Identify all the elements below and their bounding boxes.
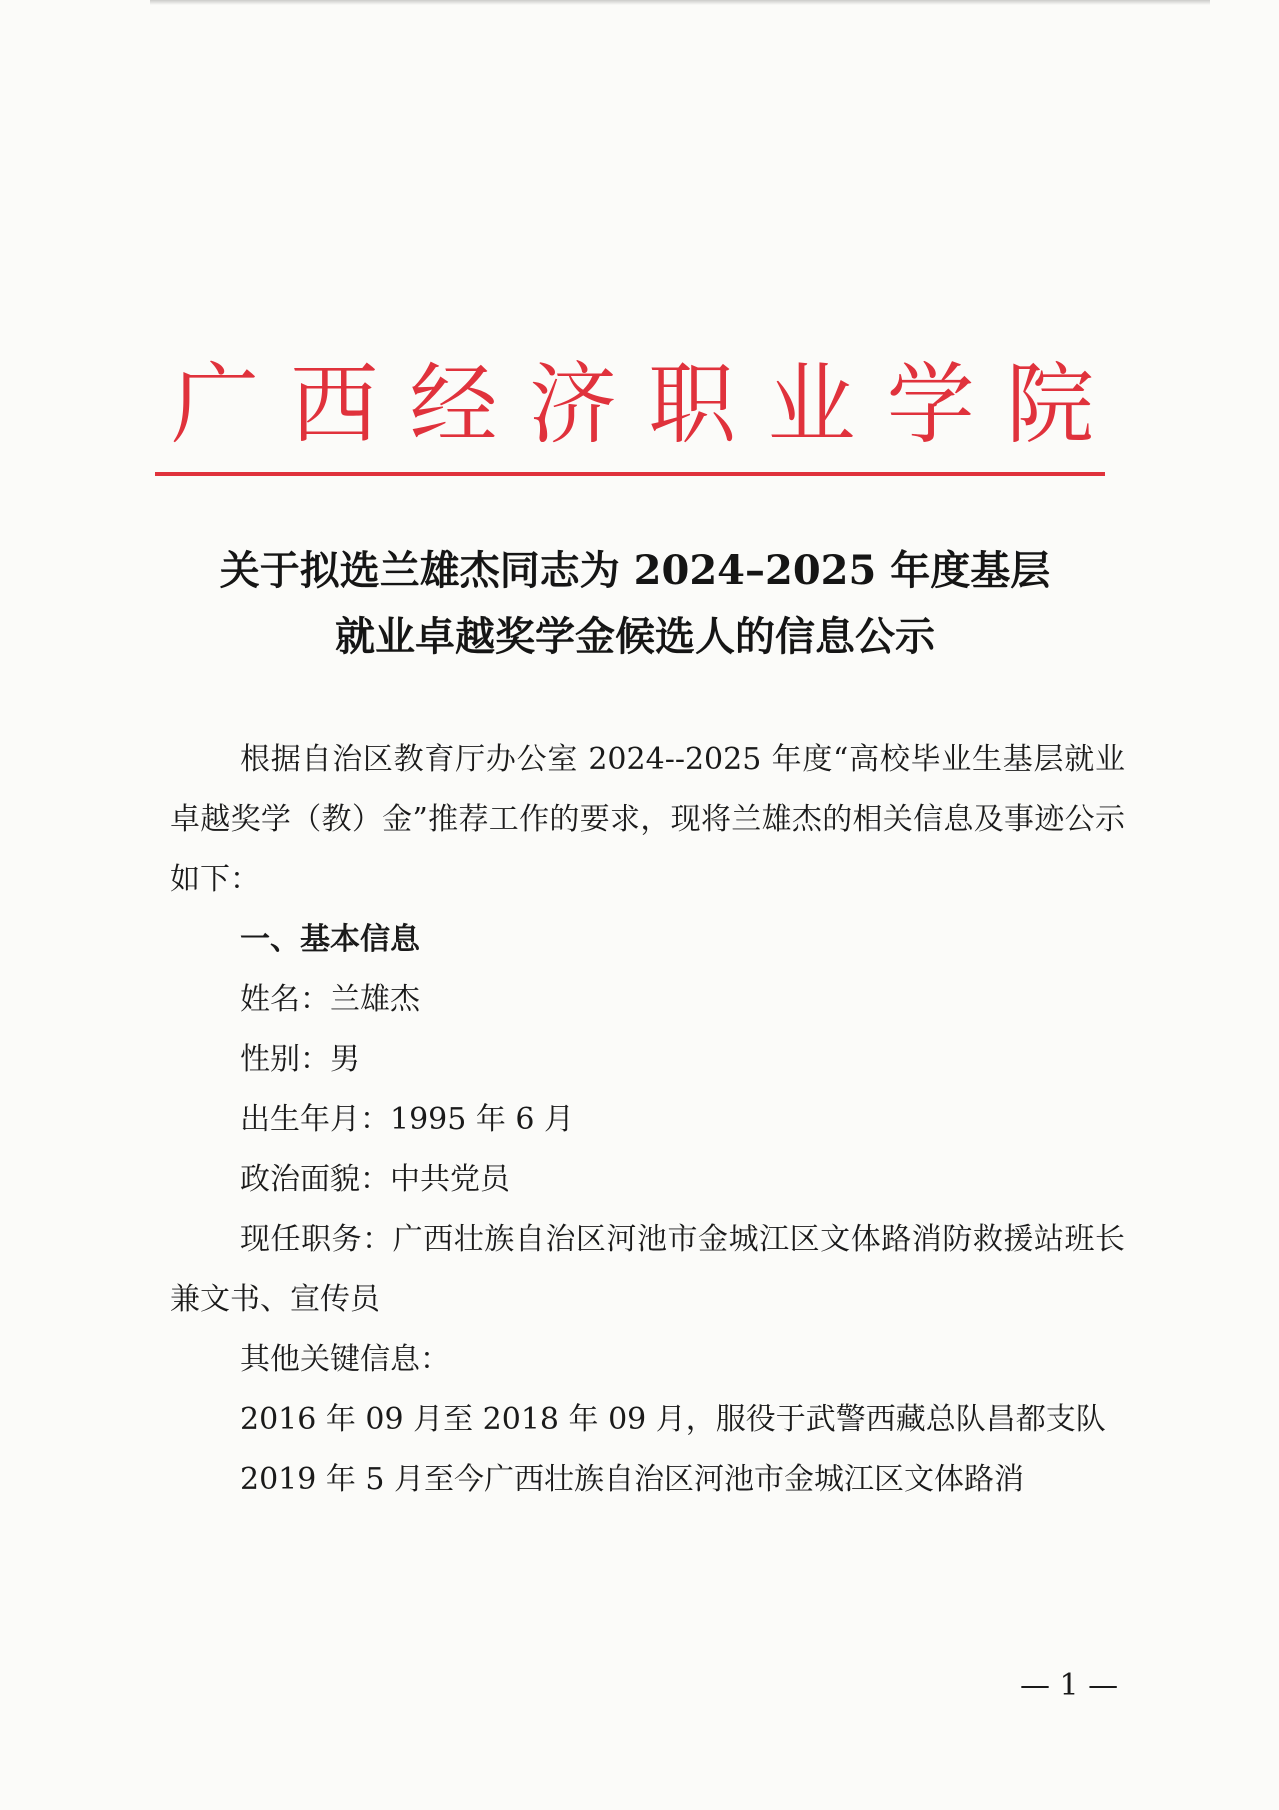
field-gender: 性别：男 (240, 1042, 360, 1077)
letterhead-char: 职 (648, 353, 737, 456)
letterhead-char: 广 (170, 353, 259, 456)
other-info-label: 其他关键信息： (240, 1342, 450, 1377)
intro-paragraph: 根据自治区教育厅办公室 2024--2025 年度“高校毕业生基层就业卓越奖学（教）金”推荐工作的要求，现将兰雄杰的相关信息及事迹公示如下： (170, 742, 1125, 897)
field-political-status: 政治面貌：中共党员 (240, 1162, 510, 1197)
document-body (170, 730, 1125, 1510)
section-heading-basic-info: 一、基本信息 (240, 922, 420, 957)
letterhead-red-rule (155, 472, 1105, 476)
field-current-position: 现任职务：广西壮族自治区河池市金城江区文体路消防救援站班长兼文书、宣传员 (170, 1222, 1125, 1317)
field-name: 姓名：兰雄杰 (240, 982, 420, 1017)
letterhead-institution-name (160, 350, 1105, 460)
document-title-line-1: 关于拟选兰雄杰同志为 2024–2025 年度基层 (219, 547, 1051, 594)
field-birth-date: 出生年月：1995 年 6 月 (240, 1102, 575, 1137)
document-title-line-2: 就业卓越奖学金候选人的信息公示 (335, 613, 935, 660)
letterhead-char: 学 (886, 353, 975, 456)
letterhead-char: 业 (767, 353, 856, 456)
document-title (150, 538, 1120, 670)
scan-edge-shadow (150, 0, 1210, 5)
letterhead-char: 济 (528, 353, 617, 456)
letterhead-char: 西 (290, 353, 379, 456)
page-number: — 1 — (1020, 1668, 1119, 1703)
letterhead-char: 院 (1005, 353, 1094, 456)
letterhead-char: 经 (409, 353, 498, 456)
experience-item-2: 2019 年 5 月至今广西壮族自治区河池市金城江区文体路消 (240, 1462, 1025, 1497)
experience-item-1: 2016 年 09 月至 2018 年 09 月，服役于武警西藏总队昌都支队 (240, 1402, 1106, 1437)
